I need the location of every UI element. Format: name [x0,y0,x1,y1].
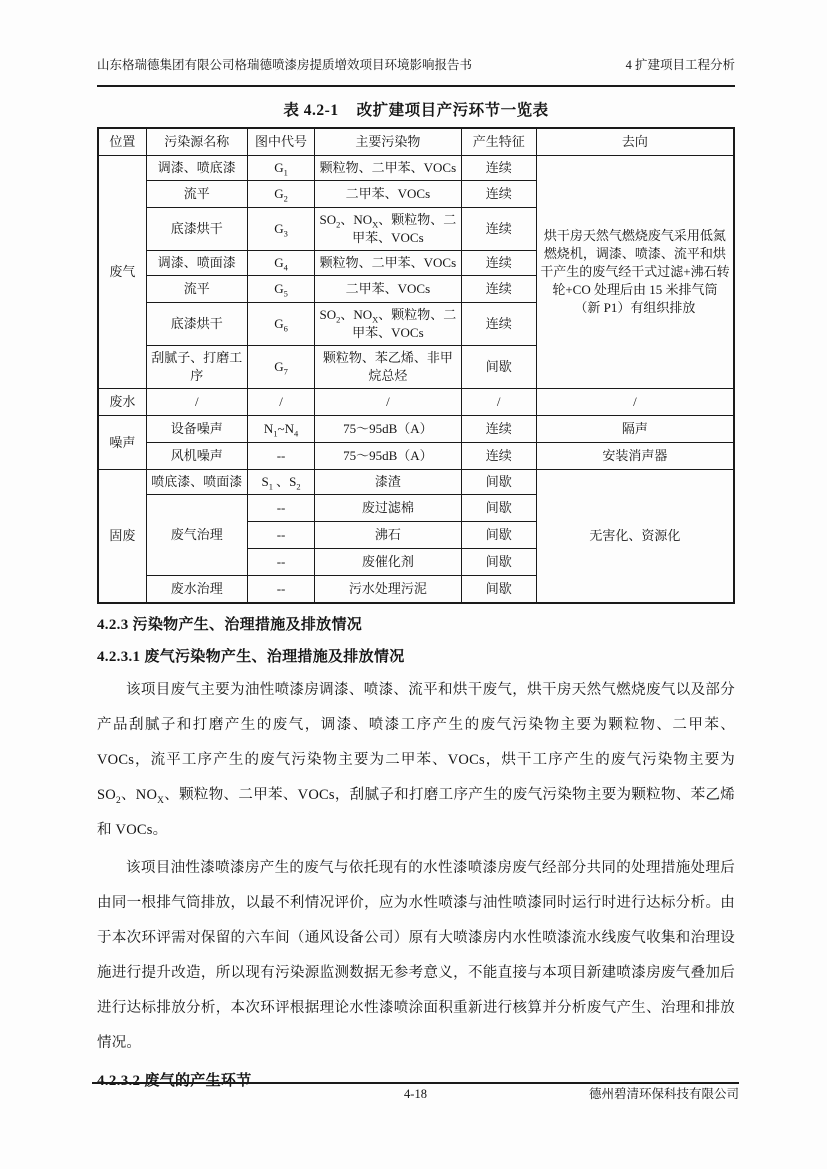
cell-pollutants: 污水处理污泥 [315,576,461,604]
col-header-source: 污染源名称 [146,128,247,156]
cell-pattern: 连续 [461,276,536,303]
cell-pollutants: $SO_2$、$NO_X$、颗粒物、二甲苯、VOCs [315,303,461,346]
cell-pollutants: 75～95dB（A） [315,443,461,470]
cell-pattern: / [461,389,536,416]
cell-pattern: 连续 [461,156,536,181]
section-heading-4231: 4.2.3.1 废气污染物产生、治理措施及排放情况 [97,649,405,665]
cell-code: $G_1$ [247,156,314,181]
table-caption [97,100,735,122]
cell-destination-solid: 无害化、资源化 [536,470,734,604]
page-header [97,56,735,87]
cell-pollutants: 沸石 [315,522,461,549]
paragraph-1: 该项目废气主要为油性喷漆房调漆、喷漆、流平和烘干废气，烘干房天然气燃烧废气以及部分产品刮腻子和打磨产生的废气，调漆、喷漆工序产生的废气污染物主要为颗粒物、二甲苯、VOCs，流平工序产生的废气污染物主要为二甲苯、VOCs，烘干工序产生的废气污染物主要为 $SO_2$、$NO_X$、颗粒物、二甲苯、VOCs，刮腻子和打磨工序产生的废气污染物主要为颗粒物、苯乙烯和 VOCs。 [97,682,735,838]
table-row-g1 [98,156,734,181]
cell-pattern: 连续 [461,303,536,346]
cell-pattern: 连续 [461,181,536,208]
cell-code: / [247,389,314,416]
cell-pattern: 间歇 [461,549,536,576]
cell-code: $G_2$ [247,181,314,208]
table-row-solid-paint [98,470,734,495]
cell-code: -- [247,576,314,604]
table-title: 改扩建项目产污环节一览表 [356,102,549,119]
cell-code: -- [247,495,314,522]
cell-destination: 隔声 [536,416,734,443]
cell-pollutants: $SO_2$、$NO_X$、颗粒物、二甲苯、VOCs [315,208,461,251]
cell-source: 刮腻子、打磨工序 [146,346,247,389]
page-footer [92,1082,739,1103]
cell-source: / [146,389,247,416]
cell-pattern: 连续 [461,208,536,251]
cell-pollutants: 颗粒物、二甲苯、VOCs [315,156,461,181]
cell-source-gas-treatment: 废气治理 [146,495,247,576]
table-row-wastewater [98,389,734,416]
cell-destination: 安装消声器 [536,443,734,470]
cell-location-gas: 废气 [98,156,146,389]
cell-pattern: 连续 [461,416,536,443]
cell-location-wastewater: 废水 [98,389,146,416]
cell-pattern: 间歇 [461,470,536,495]
cell-code: $G_5$ [247,276,314,303]
col-header-pollutants: 主要污染物 [315,128,461,156]
col-header-pattern: 产生特征 [461,128,536,156]
cell-code: $G_7$ [247,346,314,389]
footer-company: 德州碧清环保科技有限公司 [588,1087,739,1101]
cell-source: 废水治理 [146,576,247,604]
cell-pollutants: 二甲苯、VOCs [315,181,461,208]
cell-pattern: 连续 [461,251,536,276]
cell-code: $S_1$ 、$S_2$ [247,470,314,495]
table-number: 表 4.2-1 [283,102,339,119]
cell-pattern: 连续 [461,443,536,470]
section-heading-423: 4.2.3 污染物产生、治理措施及排放情况 [97,617,363,633]
col-header-location: 位置 [98,128,146,156]
table-header-row [98,128,734,156]
cell-pollutants: 二甲苯、VOCs [315,276,461,303]
col-header-code: 图中代号 [247,128,314,156]
cell-code: $G_3$ [247,208,314,251]
cell-source: 设备噪声 [146,416,247,443]
cell-pattern: 间歇 [461,522,536,549]
paragraph-2: 该项目油性漆喷漆房产生的废气与依托现有的水性漆喷漆房废气经部分共同的处理措施处理后由同一根排气筒排放，以最不利情况评价，应为水性喷漆与油性喷漆同时运行时进行达标分析。由于本次环评需对保留的六车间（通风设备公司）原有大喷漆房内水性喷漆流水线废气收集和治理设施进行提升改造，所以现有污染源监测数据无参考意义，不能直接与本项目新建喷漆房废气叠加后进行达标排放分析，本次环评根据理论水性漆喷涂面积重新进行核算并分析废气产生、治理和排放情况。 [97,860,735,1051]
header-doc-title: 山东格瑞德集团有限公司格瑞德喷漆房提质增效项目环境影响报告书 [97,58,473,72]
cell-location-solid: 固废 [98,470,146,604]
table-row-noise-equipment [98,416,734,443]
cell-code: -- [247,549,314,576]
cell-pattern: 间歇 [461,495,536,522]
col-header-destination: 去向 [536,128,734,156]
cell-source: 流平 [146,276,247,303]
cell-pollutants: 颗粒物、苯乙烯、非甲烷总烃 [315,346,461,389]
cell-pollutants: 废催化剂 [315,549,461,576]
cell-pollutants: 颗粒物、二甲苯、VOCs [315,251,461,276]
cell-pollutants: 废过滤棉 [315,495,461,522]
cell-pattern: 间歇 [461,576,536,604]
cell-pollutants: 75～95dB（A） [315,416,461,443]
cell-code: -- [247,443,314,470]
cell-source: 底漆烘干 [146,208,247,251]
cell-pollutants: 漆渣 [315,470,461,495]
cell-source: 调漆、喷底漆 [146,156,247,181]
cell-code: -- [247,522,314,549]
cell-code: $G_4$ [247,251,314,276]
cell-location-noise: 噪声 [98,416,146,470]
cell-code: $N_1\sim N_4$ [247,416,314,443]
pollution-summary-table [97,127,735,604]
cell-source: 流平 [146,181,247,208]
cell-source: 喷底漆、喷面漆 [146,470,247,495]
cell-pattern: 间歇 [461,346,536,389]
cell-code: $G_6$ [247,303,314,346]
cell-destination-gas: 烘干房天然气燃烧废气采用低氮燃烧机，调漆、喷漆、流平和烘干产生的废气经干式过滤+沸石转轮+CO 处理后由 15 米排气筒（新 P1）有组织排放 [536,156,734,389]
section-heading-4232: 4.2.3.2 废气的产生环节 [97,1073,252,1089]
cell-source: 风机噪声 [146,443,247,470]
cell-source: 底漆烘干 [146,303,247,346]
page-number: 4-18 [404,1087,427,1101]
cell-destination: / [536,389,734,416]
cell-source: 调漆、喷面漆 [146,251,247,276]
cell-pollutants: / [315,389,461,416]
header-chapter: 4 扩建项目工程分析 [625,58,735,72]
table-row-noise-fan [98,443,734,470]
